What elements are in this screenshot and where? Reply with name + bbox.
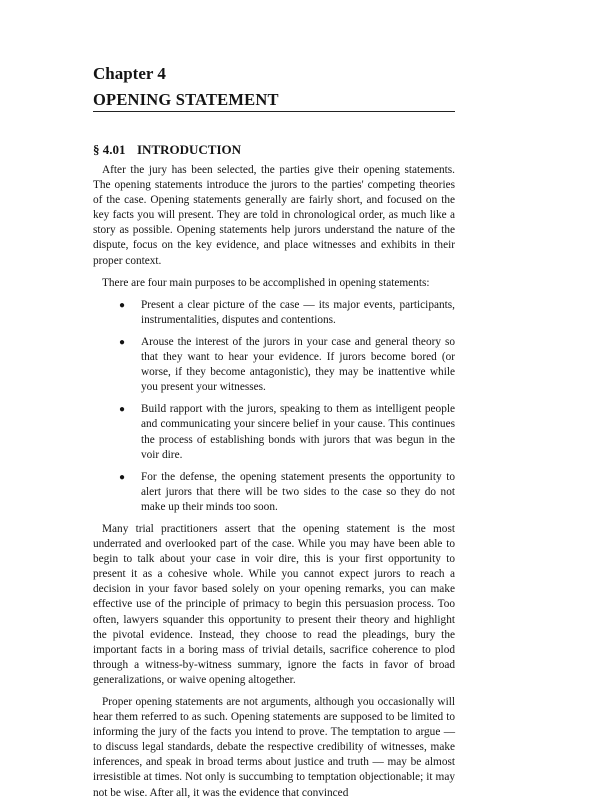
bullet-icon: ● (119, 404, 126, 416)
bullet-icon: ● (119, 336, 126, 348)
list-item (93, 402, 455, 462)
list-item-text: Build rapport with the jurors, speaking to them as intelligent people and communicating your sincere belief in your cause. This continues the process of establishing bonds with jurors that was begun in the voir dire. (141, 403, 455, 461)
paragraph-2: There are four main purposes to be accomplished in opening statements: (102, 276, 430, 289)
bullet-icon: ● (119, 471, 126, 483)
list-item-text: Present a clear picture of the case — its major events, participants, instrumentalities, disputes and contentions. (141, 298, 455, 326)
chapter-title: OPENING STATEMENT (93, 90, 279, 109)
title-rule (93, 111, 455, 112)
chapter-label: Chapter 4 (93, 64, 166, 83)
list-item (93, 298, 455, 328)
paragraph-4: Proper opening statements are not arguments, although you occasionally will hear them referred to as such. Opening statements are supposed to be limited to informing the jury of the facts you intend to prove. The temptation to argue — to discuss legal standards, debate the respective credibility of witnesses, make inferences, and speak in broad terms about justice and truth — may be almost irresistible at times. Not only is succumbing to temptation objectionable; it may not be wise. After all, it was the evidence that convinced (93, 696, 455, 799)
section-heading (93, 142, 241, 158)
bullet-icon: ● (119, 299, 126, 311)
paragraph-1: After the jury has been selected, the parties give their opening statements. The opening statements introduce the jurors to the parties' competing theories of the case. Opening statements generally are fairly short, and focused on the key facts you will present. They are told in chronological order, as much like a story as possible. Opening statements help jurors understand the nature of the dispute, focus on the key evidence, and place witnesses and exhibits in their proper context. (93, 164, 455, 267)
section-title: INTRODUCTION (137, 142, 242, 157)
list-item-text: For the defense, the opening statement presents the opportunity to alert jurors that there will be two sides to the case so they do not make up their minds too soon. (141, 470, 455, 513)
list-item (93, 335, 455, 395)
body-text (93, 163, 455, 808)
list-item-text: Arouse the interest of the jurors in your case and general theory so that they want to hear your evidence. If jurors become bored (or worse, if they become antagonistic), they may be inattentive while you present your witnesses. (141, 335, 455, 394)
paragraph-3: Many trial practitioners assert that the opening statement is the most underrated and overlooked part of the case. While you may have been able to begin to talk about your case in voir dire, this is your first opportunity to present it as a cohesive whole. While you cannot expect jurors to reach a decision in your favor based solely on your opening remarks, you can make effective use of the principle of primacy to begin this persuasion process. Too often, lawyers squander this opportunity to present their theory and highlight the pivotal evidence. Instead, they choose to read the pleadings, bury the important facts in a boring mass of trivial details, sacrifice coherence to plod through a witness-by-witness summary, ignore the facts in favor of broad generalizations, or waive opening altogether. (93, 522, 455, 686)
list-item (93, 470, 455, 515)
purpose-list (93, 298, 455, 515)
section-number: § 4.01 (93, 142, 126, 157)
